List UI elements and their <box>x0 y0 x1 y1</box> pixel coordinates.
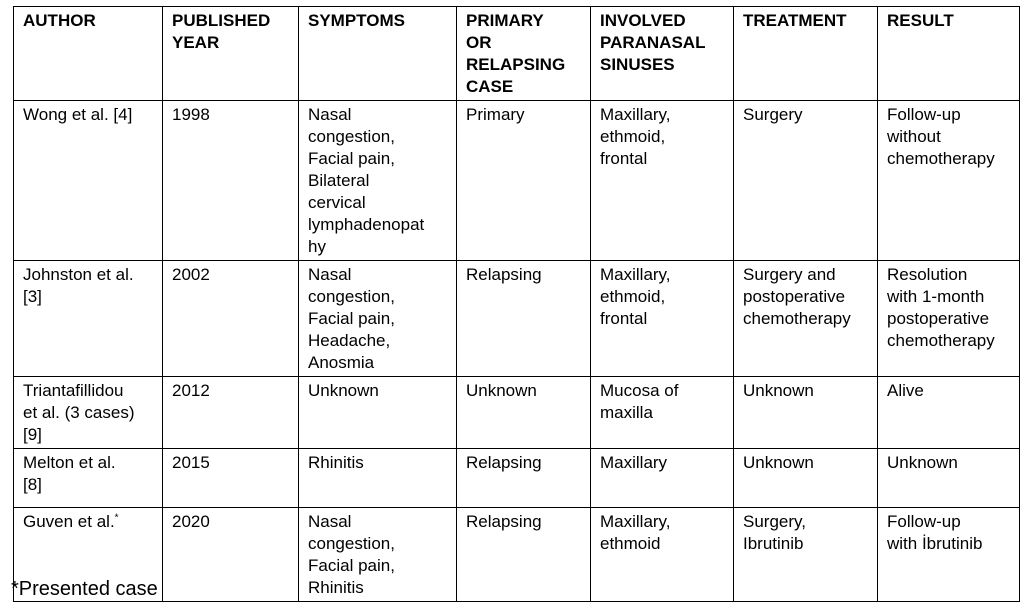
cell-author: Melton et al. [8] <box>14 449 163 508</box>
cell-result: Unknown <box>878 449 1020 508</box>
cell-sinuses: Maxillary, ethmoid <box>591 508 734 602</box>
cell-treatment: Unknown <box>734 377 878 449</box>
cell-result: Follow-up without chemotherapy <box>878 101 1020 261</box>
cell-sinuses: Maxillary <box>591 449 734 508</box>
cell-treatment: Surgery <box>734 101 878 261</box>
cell-sinuses: Maxillary, ethmoid, frontal <box>591 101 734 261</box>
cell-case: Relapsing <box>457 261 591 377</box>
literature-review-table <box>13 6 1020 602</box>
cell-author: Johnston et al. [3] <box>14 261 163 377</box>
cell-result: Resolution with 1-month postoperative chemotherapy <box>878 261 1020 377</box>
cell-year: 2002 <box>163 261 299 377</box>
cell-year: 2015 <box>163 449 299 508</box>
cell-year: 2020 <box>163 508 299 602</box>
header-case-type: PRIMARY OR RELAPSING CASE <box>457 7 591 101</box>
cell-treatment: Unknown <box>734 449 878 508</box>
cell-result: Follow-up with İbrutinib <box>878 508 1020 602</box>
cell-case: Primary <box>457 101 591 261</box>
header-involved-sinuses: INVOLVED PARANASAL SINUSES <box>591 7 734 101</box>
cell-symptoms: Unknown <box>299 377 457 449</box>
header-published-year: PUBLISHED YEAR <box>163 7 299 101</box>
cell-symptoms: Nasal congestion, Facial pain, Rhinitis <box>299 508 457 602</box>
cell-author: Triantafillidou et al. (3 cases) [9] <box>14 377 163 449</box>
header-symptoms: SYMPTOMS <box>299 7 457 101</box>
cell-sinuses: Mucosa of maxilla <box>591 377 734 449</box>
cell-year: 1998 <box>163 101 299 261</box>
cell-sinuses: Maxillary, ethmoid, frontal <box>591 261 734 377</box>
cell-case: Relapsing <box>457 508 591 602</box>
cell-result: Alive <box>878 377 1020 449</box>
table-row <box>14 508 1020 602</box>
table-row <box>14 261 1020 377</box>
table-row <box>14 377 1020 449</box>
cell-case: Unknown <box>457 377 591 449</box>
cell-author: Guven et al.* <box>14 508 163 602</box>
header-result: RESULT <box>878 7 1020 101</box>
table-row <box>14 101 1020 261</box>
cell-author: Wong et al. [4] <box>14 101 163 261</box>
cell-symptoms: Nasal congestion, Facial pain, Bilateral cervical lymphadenopat hy <box>299 101 457 261</box>
cell-treatment: Surgery, Ibrutinib <box>734 508 878 602</box>
header-treatment: TREATMENT <box>734 7 878 101</box>
table-row <box>14 449 1020 508</box>
header-row <box>14 7 1020 101</box>
footnote: *Presented case <box>11 578 158 600</box>
cell-symptoms: Nasal congestion, Facial pain, Headache, Anosmia <box>299 261 457 377</box>
cell-case: Relapsing <box>457 449 591 508</box>
header-author: AUTHOR <box>14 7 163 101</box>
cell-year: 2012 <box>163 377 299 449</box>
cell-symptoms: Rhinitis <box>299 449 457 508</box>
cell-treatment: Surgery and postoperative chemotherapy <box>734 261 878 377</box>
